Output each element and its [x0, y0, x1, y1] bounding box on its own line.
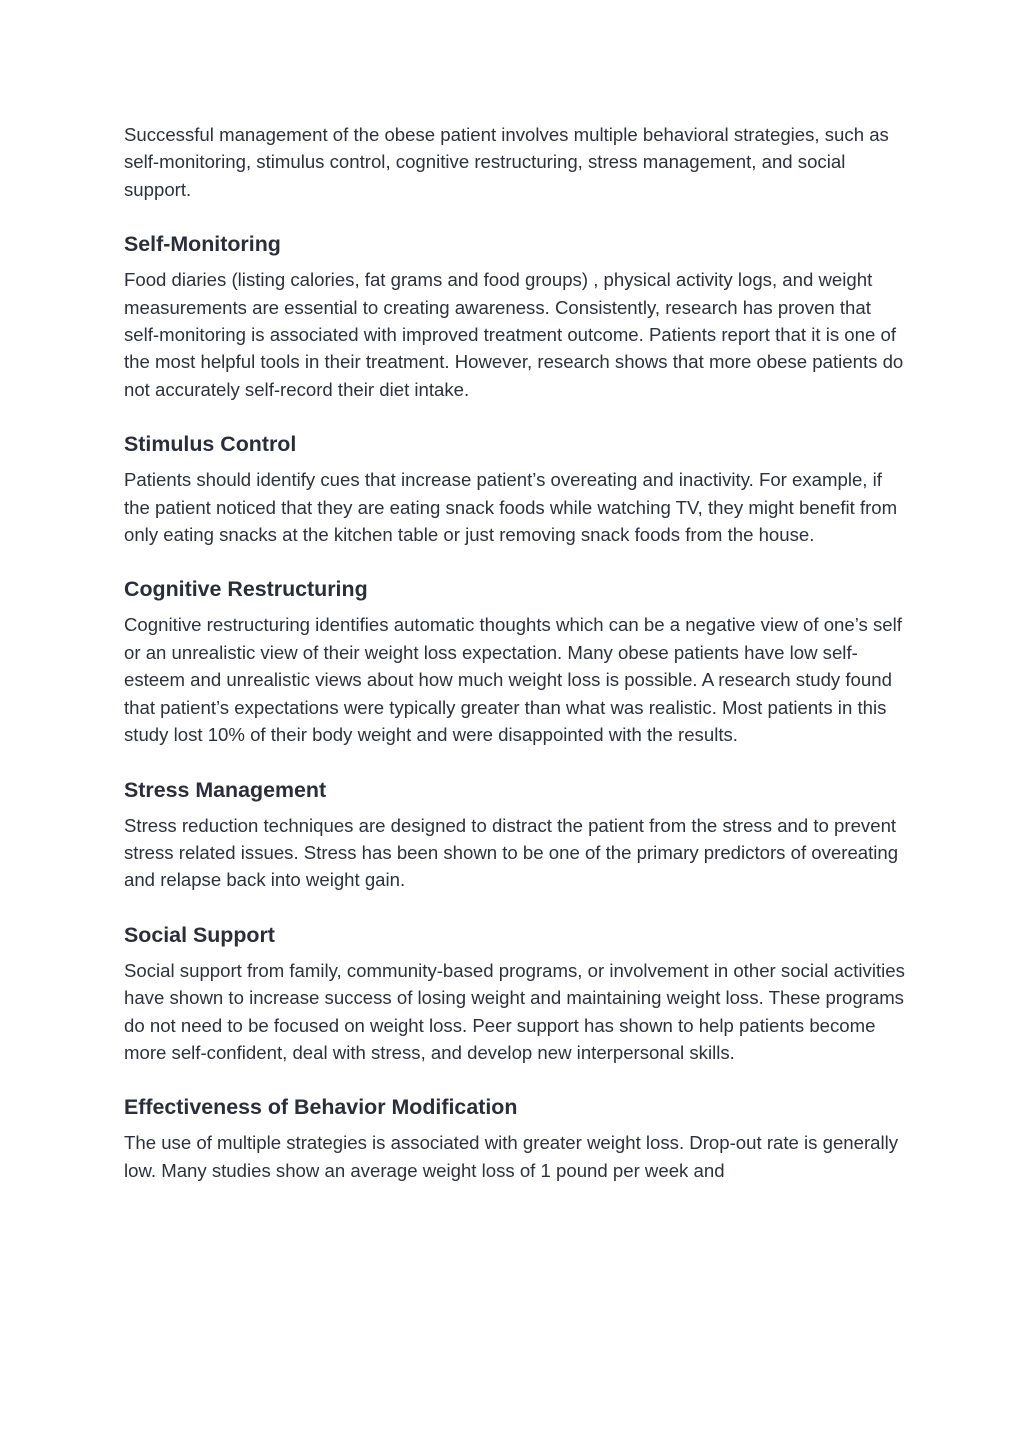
section-heading: Cognitive Restructuring: [124, 577, 368, 602]
section-stimulus-control: [124, 430, 908, 548]
section-body: Patients should identify cues that increase patient’s overeating and inactivity. For example, if the patient noticed that they are eating snack foods while watching TV, they might benefit from only eating snacks at the kitchen table or just removing snack foods from the house.: [124, 469, 898, 546]
section-effectiveness: [124, 1093, 908, 1184]
section-self-monitoring: [124, 230, 908, 403]
intro-paragraph: Successful management of the obese patient involves multiple behavioral strategies, such as self-monitoring, stimulus control, cognitive restructuring, stress management, and social support.: [124, 124, 889, 200]
section-heading: Stimulus Control: [124, 432, 297, 457]
section-stress-management: [124, 776, 908, 894]
section-body: Social support from family, community-based programs, or involvement in other social activities have shown to increase success of losing weight and maintaining weight loss. These programs do not need to be focused on weight loss. Peer support has shown to help patients become more self-confident, deal with stress, and develop new interpersonal skills.: [124, 959, 905, 1063]
section-body: Cognitive restructuring identifies automatic thoughts which can be a negative view of one’s self or an unrealistic view of their weight loss expectation. Many obese patients have low self-esteem and unrealistic views about how much weight loss is possible. A research study found that patient’s expectations were typically greater than what was realistic. Most patients in this study lost 10% of their body weight and were disappointed with the results.: [124, 614, 902, 746]
section-body: The use of multiple strategies is associated with greater weight loss. Drop-out rate is generally low. Many studies show an average weight loss of 1 pound per week and: [124, 1132, 899, 1181]
section-cognitive-restructuring: [124, 575, 908, 748]
section-social-support: [124, 921, 908, 1067]
section-body: Stress reduction techniques are designed to distract the patient from the stress and to prevent stress related issues. Stress has been shown to be one of the primary predictors of overeating and relapse back into weight gain.: [124, 814, 899, 891]
section-heading: Effectiveness of Behavior Modification: [124, 1095, 518, 1120]
section-heading: Social Support: [124, 922, 275, 947]
section-heading: Self-Monitoring: [124, 232, 281, 257]
section-body: Food diaries (listing calories, fat grams and food groups) , physical activity logs, and weight measurements are essential to creating awareness. Consistently, research has proven that self-monitoring is associated with improved treatment outcome. Patients report that it is one of the most helpful tools in their treatment. However, research shows that more obese patients do not accurately self-record their diet intake.: [124, 269, 904, 400]
document-page: [124, 121, 908, 1184]
section-heading: Stress Management: [124, 777, 327, 802]
